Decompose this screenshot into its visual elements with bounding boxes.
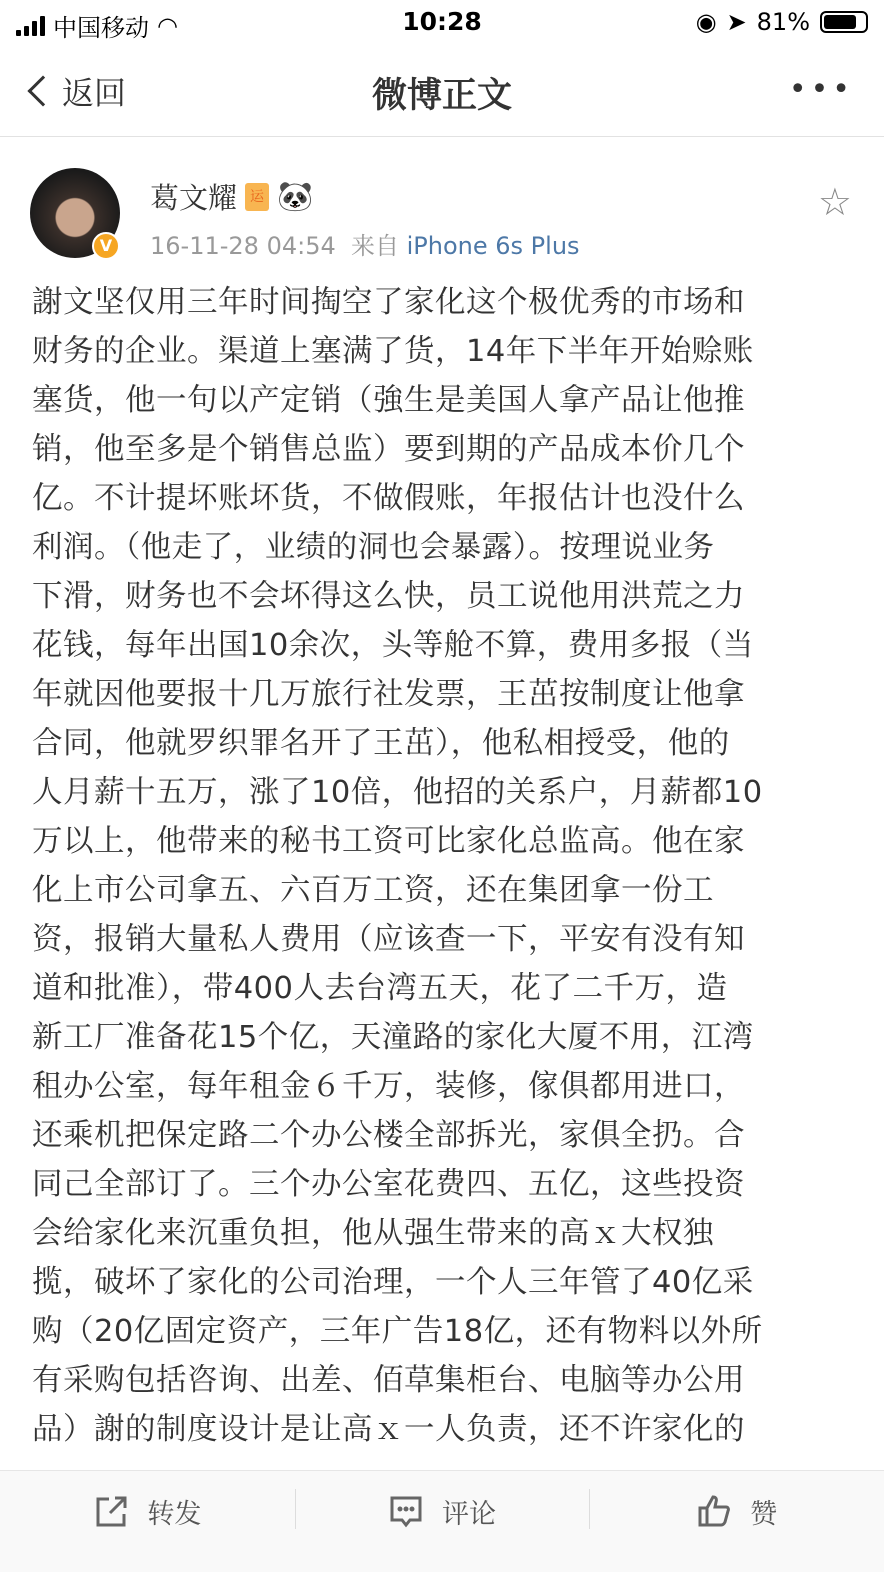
back-label: 返回 bbox=[62, 74, 127, 112]
panda-icon: 🐼 bbox=[277, 179, 314, 213]
post-text-line: 化上市公司拿五、六百万工资，还在集团拿一份工 bbox=[32, 873, 714, 908]
post-text-line: 新工厂准备花15个亿，天潼路的家化大厦不用，江湾 bbox=[32, 1020, 754, 1055]
repost-icon bbox=[93, 1493, 129, 1529]
post-text-line: 利润。（他走了，业绩的洞也会暴露）。按理说业务 bbox=[32, 530, 715, 565]
timestamp: 16-11-28 04:54 bbox=[150, 232, 336, 260]
post-text-line: 还乘机把保定路二个办公楼全部拆光，家俱全扔。合 bbox=[32, 1118, 745, 1153]
nav-bar bbox=[0, 44, 884, 137]
post-text-line: 销，他至多是个销售总监）要到期的产品成本价几个 bbox=[32, 432, 745, 467]
post-text-line: 道和批准），带400人去台湾五天，花了二千万，造 bbox=[32, 971, 728, 1006]
post-text-line: 下滑，财务也不会坏得这么快，员工说他用洪荒之力 bbox=[32, 579, 745, 614]
like-label: 赞 bbox=[750, 1498, 778, 1530]
post-text-line: 花钱，每年出国10余次，头等舱不算，费用多报（当 bbox=[32, 628, 754, 663]
verified-badge: V bbox=[92, 232, 120, 260]
post-text-line: 品）謝的制度设计是让高ｘ一人负责，还不许家化的 bbox=[32, 1412, 745, 1447]
source-link[interactable]: iPhone 6s Plus bbox=[406, 232, 580, 260]
action-toolbar bbox=[0, 1470, 884, 1572]
more-button[interactable]: ••• bbox=[788, 72, 854, 107]
repost-label: 转发 bbox=[147, 1498, 202, 1530]
post-text-line: 亿。不计提坏账坏货，不做假账，年报估计也没什么 bbox=[32, 481, 745, 516]
back-button[interactable] bbox=[24, 68, 126, 114]
post-text-line: 合同，他就罗织罪名开了王茁），他私相授受，他的 bbox=[32, 726, 730, 761]
like-button[interactable] bbox=[589, 1473, 884, 1549]
post-text-line: 购（20亿固定资产，三年广告18亿，还有物料以外所 bbox=[32, 1314, 763, 1349]
page-title: 微博正文 bbox=[371, 76, 512, 116]
author-name[interactable]: 葛文耀 bbox=[150, 181, 238, 215]
post-meta bbox=[150, 226, 580, 261]
post-text-line: 塞货，他一句以产定销（強生是美国人拿产品让他推 bbox=[32, 383, 745, 418]
post-text-line: 资，报销大量私人费用（应该查一下，平安有没有知 bbox=[32, 922, 745, 957]
location-icon: ➤ bbox=[726, 8, 747, 36]
thumbs-up-icon bbox=[696, 1493, 732, 1529]
post-text-line: 会给家化来沉重负担，他从强生带来的高ｘ大权独 bbox=[32, 1216, 714, 1251]
wifi-icon: ◠ bbox=[157, 11, 178, 40]
chevron-left-icon bbox=[27, 75, 58, 106]
status-bar bbox=[0, 0, 884, 44]
post-text-line: 同己全部订了。三个办公室花费四、五亿，这些投资 bbox=[32, 1167, 745, 1202]
clock: 10:28 bbox=[402, 7, 482, 36]
post-text-line: 人月薪十五万，涨了10倍，他招的关系户，月薪都10 bbox=[32, 775, 763, 810]
post-text-line: 揽，破坏了家化的公司治理，一个人三年管了40亿采 bbox=[32, 1265, 754, 1300]
comment-label: 评论 bbox=[442, 1498, 496, 1530]
source-prefix: 来自 bbox=[351, 232, 399, 260]
post-text-line: 有采购包括咨询、出差、佰草集柜台、电脑等办公用 bbox=[32, 1363, 745, 1398]
repost-button[interactable] bbox=[0, 1473, 295, 1549]
vip-badge-icon: 运 bbox=[245, 183, 269, 211]
comment-icon bbox=[388, 1493, 424, 1529]
favorite-star-icon[interactable]: ☆ bbox=[817, 180, 852, 224]
battery-icon bbox=[820, 11, 868, 33]
post-text-line: 财务的企业。渠道上塞满了货，14年下半年开始赊账 bbox=[32, 334, 754, 369]
post-text-line: 謝文坚仅用三年时间掏空了家化这个极优秀的市场和 bbox=[32, 285, 745, 320]
battery-percent: 81% bbox=[756, 8, 810, 36]
carrier: 中国移动 bbox=[53, 14, 149, 42]
post-text-line: 租办公室，每年租金６千万，装修，傢俱都用进口， bbox=[32, 1069, 745, 1104]
post-body bbox=[32, 278, 862, 1454]
post-text-line: 万以上，他带来的秘书工资可比家化总监高。他在家 bbox=[32, 824, 745, 859]
comment-button[interactable] bbox=[295, 1473, 590, 1549]
post-text-line: 年就因他要报十几万旅行社发票，王茁按制度让他拿 bbox=[32, 677, 745, 712]
lock-rotation-icon: ◉ bbox=[695, 8, 717, 36]
